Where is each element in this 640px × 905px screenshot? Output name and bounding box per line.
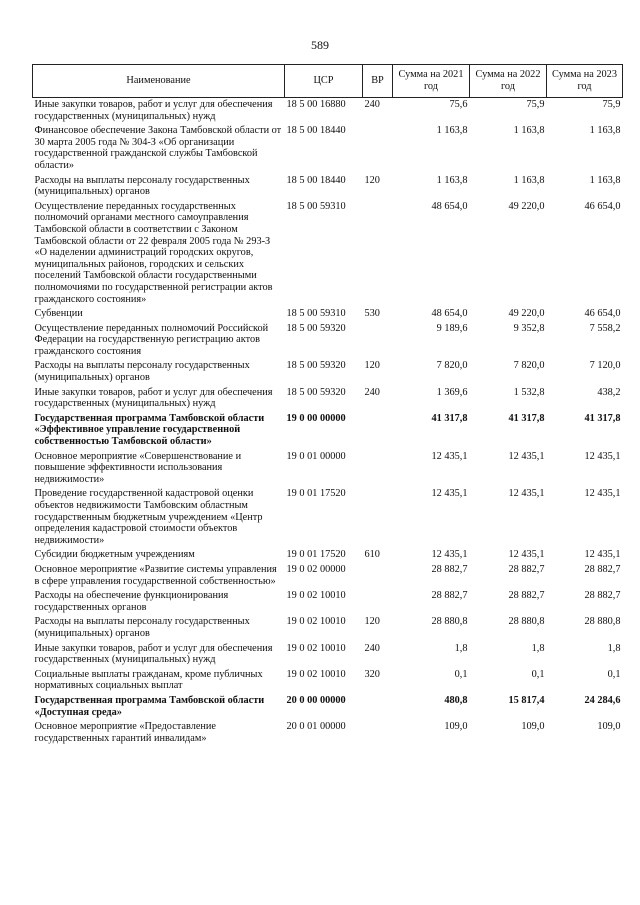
cell-csr: 18 5 00 59310 — [286, 200, 346, 212]
cell-sum-2022: 28 882,7 — [508, 590, 545, 602]
cell-sum-2023: 0,1 — [607, 668, 621, 680]
cell-sum-2022: 1 163,8 — [513, 125, 545, 137]
cell-csr: 19 0 02 10010 — [286, 668, 346, 680]
cell-sum-2023: 46 654,0 — [584, 308, 621, 320]
page-number: 589 — [311, 38, 329, 52]
cell-sum-2022: 41 317,8 — [508, 412, 545, 424]
table-row — [33, 323, 623, 361]
cell-sum-2022: 12 435,1 — [508, 549, 545, 561]
cell-sum-2021: 75,6 — [449, 99, 468, 110]
cell-name: Основное мероприятие «Предоставление государственных гарантий инвалидам» — [34, 721, 217, 744]
cell-name: Расходы на выплаты персоналу государственных (муниципальных) органов — [34, 360, 250, 384]
cell-vr: 120 — [364, 174, 380, 186]
cell-sum-2021: 12 435,1 — [431, 450, 468, 462]
cell-sum-2021: 109,0 — [444, 721, 468, 733]
header-csr: ЦСР — [285, 65, 363, 98]
table-row — [33, 308, 623, 323]
cell-sum-2021: 41 317,8 — [431, 412, 468, 424]
cell-name: Расходы на обеспечение функционирования государственных органов — [34, 590, 229, 613]
cell-sum-2023: 41 317,8 — [584, 412, 621, 424]
cell-vr: 120 — [364, 616, 380, 628]
cell-name: Государственная программа Тамбовской области «Доступная среда» — [34, 694, 265, 718]
header-sum-2021: Сумма на 2021 год — [393, 65, 470, 98]
cell-sum-2022: 28 882,7 — [508, 563, 545, 575]
table-row — [33, 695, 623, 721]
cell-sum-2021: 48 654,0 — [431, 308, 468, 320]
cell-sum-2022: 0,1 — [531, 668, 545, 680]
cell-sum-2021: 12 435,1 — [431, 549, 468, 561]
cell-name: Основное мероприятие «Совершенствование и повышение эффективности использования недвижимости» — [34, 450, 242, 485]
table-row — [33, 721, 623, 747]
cell-name: Субсидии бюджетным учреждениям — [34, 549, 195, 561]
cell-sum-2023: 7 120,0 — [589, 360, 621, 372]
budget-table — [32, 64, 623, 747]
table-row — [33, 175, 623, 201]
cell-csr: 20 0 01 00000 — [286, 721, 346, 733]
cell-sum-2021: 0,1 — [454, 668, 468, 680]
cell-vr — [363, 721, 393, 747]
cell-vr: 120 — [364, 360, 380, 372]
cell-csr: 20 0 00 00000 — [286, 694, 346, 706]
cell-vr — [363, 413, 393, 451]
cell-csr: 18 5 00 18440 — [286, 174, 346, 186]
header-row — [33, 65, 623, 98]
cell-vr — [363, 564, 393, 590]
cell-sum-2021: 1,8 — [454, 642, 468, 654]
cell-name: Социальные выплаты гражданам, кроме публичных нормативных социальных выплат — [34, 668, 263, 692]
header-sum-2022: Сумма на 2022 год — [470, 65, 547, 98]
cell-vr: 530 — [364, 308, 380, 320]
table-header — [33, 65, 623, 98]
table-row — [33, 669, 623, 695]
cell-name: Финансовое обеспечение Закона Тамбовской области от 30 марта 2005 года № 304-З «Об организации государственной гражданской службы Тамбовской области» — [34, 125, 282, 171]
cell-csr: 18 5 00 59320 — [286, 322, 346, 334]
table-row — [33, 616, 623, 642]
cell-sum-2022: 1,8 — [531, 642, 545, 654]
cell-name: Проведение государственной кадастровой оценки объектов недвижимости Тамбовским областным государственным бюджетным учреждением «Центр определения кадастровой стоимости объектов недвижимости» — [34, 488, 263, 546]
cell-csr: 19 0 02 00000 — [286, 563, 346, 575]
cell-sum-2023: 28 880,8 — [584, 616, 621, 628]
cell-sum-2022: 109,0 — [521, 721, 545, 733]
cell-sum-2023: 438,2 — [597, 386, 621, 398]
cell-sum-2022: 1 163,8 — [513, 174, 545, 186]
cell-vr — [363, 125, 393, 174]
cell-csr: 19 0 02 10010 — [286, 616, 346, 628]
cell-sum-2023: 12 435,1 — [584, 549, 621, 561]
budget-table-container — [32, 64, 622, 747]
cell-name: Государственная программа Тамбовской области «Эффективное управление государственной собственностью Тамбовской области» — [34, 412, 265, 448]
cell-sum-2022: 9 352,8 — [513, 322, 545, 334]
cell-vr — [363, 323, 393, 361]
header-sum-2023: Сумма на 2023 год — [547, 65, 623, 98]
header-vr: ВР — [363, 65, 393, 98]
cell-sum-2023: 28 882,7 — [584, 563, 621, 575]
cell-sum-2021: 12 435,1 — [431, 488, 468, 500]
cell-name: Иные закупки товаров, работ и услуг для обеспечения государственных (муниципальных) нужд — [34, 386, 273, 410]
cell-csr: 19 0 02 10010 — [286, 590, 346, 602]
cell-vr — [363, 590, 393, 616]
cell-name: Осуществление переданных полномочий Российской Федерации на государственную регистрацию актов гражданского состояния — [34, 322, 269, 357]
cell-csr: 18 5 00 59320 — [286, 360, 346, 372]
cell-sum-2023: 1 163,8 — [589, 174, 621, 186]
cell-vr: 240 — [364, 99, 380, 110]
cell-csr: 19 0 00 00000 — [286, 412, 346, 424]
table-row — [33, 360, 623, 386]
table-row — [33, 98, 623, 126]
table-row — [33, 590, 623, 616]
cell-csr: 19 0 02 10010 — [286, 642, 346, 654]
cell-sum-2022: 12 435,1 — [508, 488, 545, 500]
cell-name: Осуществление переданных государственных полномочий органами местного самоуправления Тамбовской области в соответствии с Законом Тамбовской области от 22 февраля 2005 года № 293-З «О наделении администраций городских округов, муниципальных районов, городских и сельских поселений Тамбовской области государственными полномочиями по государственной регистрации актов гражданского состояния» — [34, 200, 273, 305]
cell-sum-2021: 1 163,8 — [436, 125, 468, 137]
cell-sum-2022: 15 817,4 — [508, 694, 545, 706]
cell-sum-2022: 28 880,8 — [508, 616, 545, 628]
cell-sum-2021: 9 189,6 — [436, 322, 468, 334]
cell-sum-2023: 7 558,2 — [589, 322, 621, 334]
cell-sum-2023: 12 435,1 — [584, 488, 621, 500]
cell-vr — [363, 451, 393, 489]
table-body — [33, 98, 623, 748]
cell-name: Иные закупки товаров, работ и услуг для обеспечения государственных (муниципальных) нужд — [34, 642, 273, 666]
cell-sum-2021: 28 882,7 — [431, 590, 468, 602]
cell-vr: 320 — [364, 668, 380, 680]
cell-sum-2022: 49 220,0 — [508, 200, 545, 212]
cell-sum-2021: 28 882,7 — [431, 563, 468, 575]
cell-csr: 19 0 01 17520 — [286, 488, 346, 500]
cell-sum-2021: 48 654,0 — [431, 200, 468, 212]
cell-name: Расходы на выплаты персоналу государственных (муниципальных) органов — [34, 616, 250, 639]
cell-sum-2023: 1,8 — [607, 642, 621, 654]
table-row — [33, 549, 623, 564]
cell-csr: 18 5 00 59310 — [286, 308, 346, 320]
cell-vr — [363, 488, 393, 549]
cell-vr: 240 — [364, 386, 380, 398]
cell-sum-2021: 1 369,6 — [436, 386, 468, 398]
cell-name: Субвенции — [34, 308, 83, 320]
cell-sum-2022: 49 220,0 — [508, 308, 545, 320]
cell-csr: 19 0 01 17520 — [286, 549, 346, 561]
cell-vr: 240 — [364, 642, 380, 654]
cell-vr: 610 — [364, 549, 380, 561]
table-row — [33, 125, 623, 174]
cell-csr: 18 5 00 59320 — [286, 386, 346, 398]
cell-sum-2021: 7 820,0 — [436, 360, 468, 372]
cell-sum-2023: 24 284,6 — [584, 694, 621, 706]
cell-vr — [363, 201, 393, 308]
cell-csr: 18 5 00 16880 — [286, 99, 346, 110]
cell-sum-2023: 46 654,0 — [584, 200, 621, 212]
cell-sum-2021: 480,8 — [444, 694, 468, 706]
cell-vr — [363, 695, 393, 721]
cell-sum-2023: 75,9 — [602, 99, 621, 110]
cell-name: Иные закупки товаров, работ и услуг для обеспечения государственных (муниципальных) нужд — [34, 99, 273, 122]
table-row — [33, 488, 623, 549]
table-row — [33, 564, 623, 590]
table-row — [33, 451, 623, 489]
cell-sum-2022: 12 435,1 — [508, 450, 545, 462]
cell-sum-2022: 7 820,0 — [513, 360, 545, 372]
table-row — [33, 643, 623, 669]
table-row — [33, 201, 623, 308]
cell-csr: 19 0 01 00000 — [286, 450, 346, 462]
cell-sum-2023: 1 163,8 — [589, 125, 621, 137]
cell-name: Основное мероприятие «Развитие системы управления в сфере управления государственной собственностью» — [34, 563, 277, 587]
cell-name: Расходы на выплаты персоналу государственных (муниципальных) органов — [34, 174, 250, 198]
cell-sum-2023: 28 882,7 — [584, 590, 621, 602]
cell-sum-2023: 12 435,1 — [584, 450, 621, 462]
cell-sum-2022: 1 532,8 — [513, 386, 545, 398]
header-name: Наименование — [33, 65, 285, 98]
cell-sum-2021: 28 880,8 — [431, 616, 468, 628]
cell-sum-2021: 1 163,8 — [436, 174, 468, 186]
table-row — [33, 387, 623, 413]
table-row — [33, 413, 623, 451]
cell-csr: 18 5 00 18440 — [286, 125, 346, 137]
cell-sum-2023: 109,0 — [597, 721, 621, 733]
cell-sum-2022: 75,9 — [526, 99, 545, 110]
